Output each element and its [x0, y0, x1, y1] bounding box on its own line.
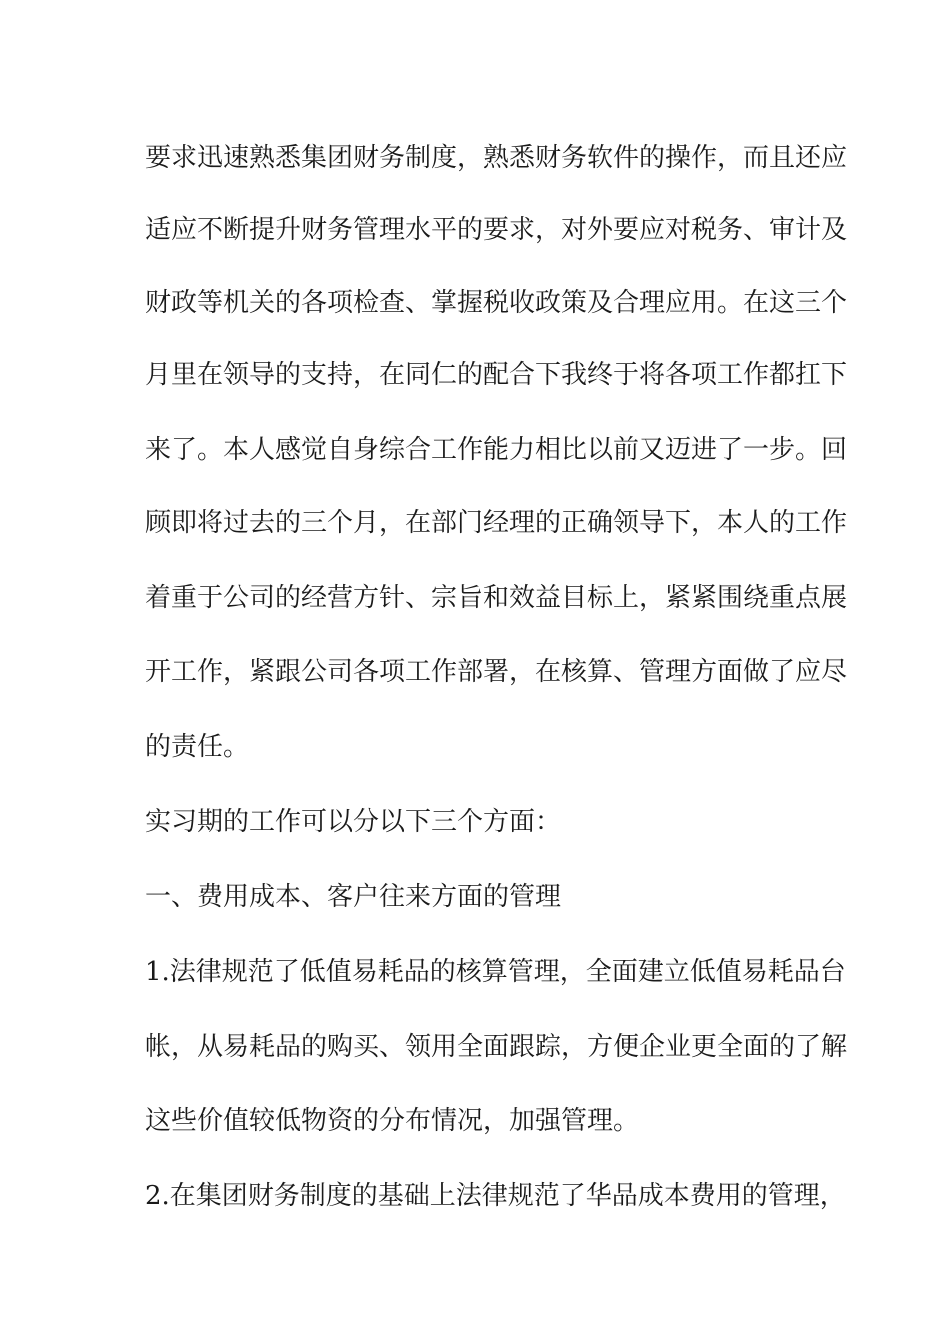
paragraph-line: 的责任。 [145, 732, 250, 762]
paragraph-line: 2.在集团财务制度的基础上法律规范了华品成本费用的管理， [145, 1181, 846, 1211]
paragraph-line: 这些价值较低物资的分布情况，加强管理。 [145, 1106, 640, 1136]
paragraph-line: 月里在领导的支持，在同仁的配合下我终于将各项工作都扛下 [145, 360, 848, 390]
section-heading: 一、费用成本、客户往来方面的管理 [145, 882, 562, 912]
paragraph-line: 适应不断提升财务管理水平的要求，对外要应对税务、审计及 [145, 215, 848, 245]
paragraph-line: 实习期的工作可以分以下三个方面： [145, 807, 562, 837]
paragraph-line: 着重于公司的经营方针、宗旨和效益目标上，紧紧围绕重点展 [145, 583, 848, 613]
paragraph-line: 要求迅速熟悉集团财务制度，熟悉财务软件的操作，而且还应 [145, 143, 848, 173]
paragraph-line: 帐，从易耗品的购买、领用全面跟踪，方便企业更全面的了解 [145, 1032, 848, 1062]
paragraph-line: 开工作，紧跟公司各项工作部署，在核算、管理方面做了应尽 [145, 657, 848, 687]
paragraph-line: 来了。本人感觉自身综合工作能力相比以前又迈进了一步。回 [145, 435, 848, 465]
paragraph-line: 顾即将过去的三个月，在部门经理的正确领导下，本人的工作 [145, 508, 848, 538]
paragraph-line: 1.法律规范了低值易耗品的核算管理，全面建立低值易耗品台 [145, 957, 846, 987]
paragraph-line: 财政等机关的各项检查、掌握税收政策及合理应用。在这三个 [145, 288, 848, 318]
